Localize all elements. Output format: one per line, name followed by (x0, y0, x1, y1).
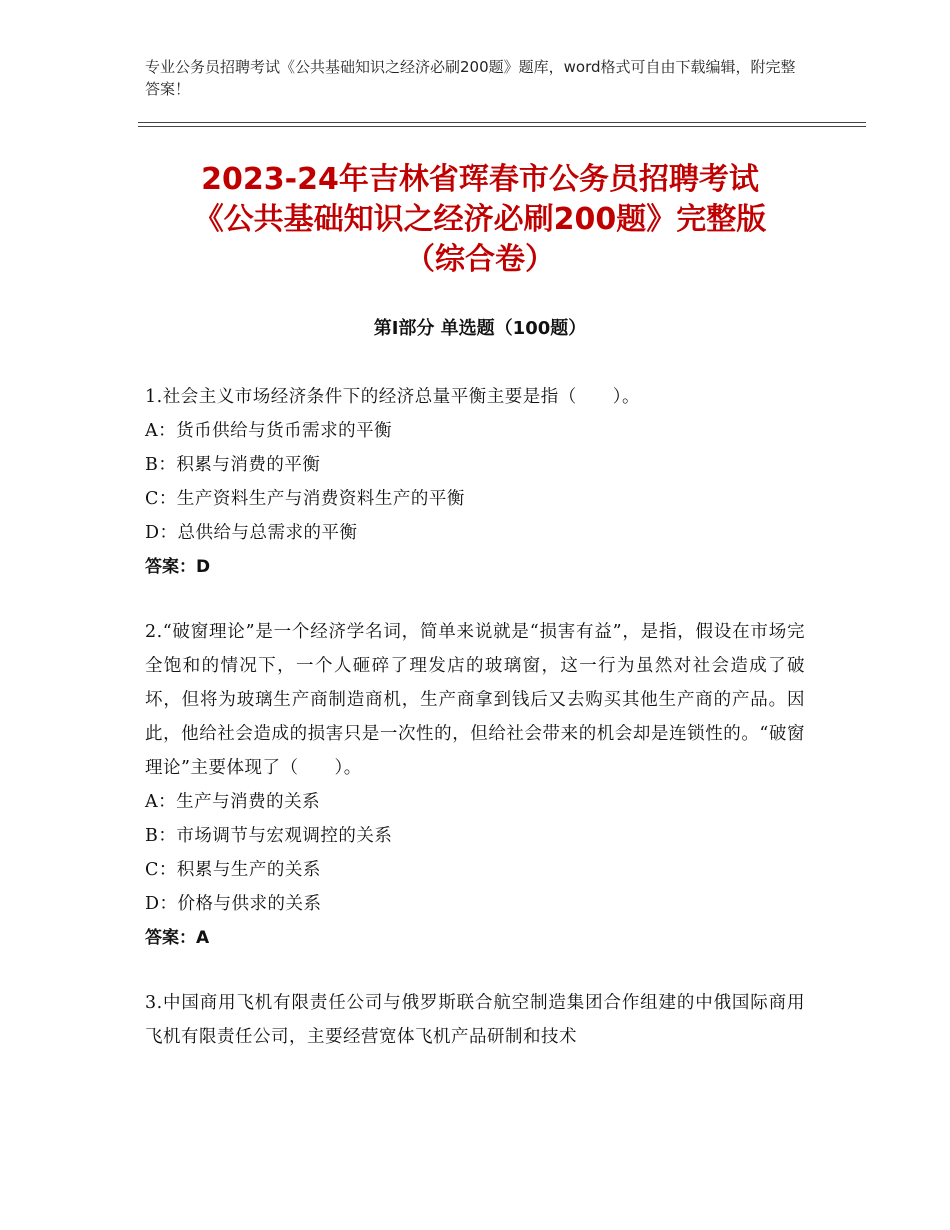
question-list (145, 380, 805, 1085)
option-d: D：价格与供求的关系 (145, 894, 322, 914)
document-title (100, 160, 860, 280)
title-line-2: 《公共基础知识之经济必刷200题》完整版 (193, 202, 767, 237)
header-note: 专业公务员招聘考试《公共基础知识之经济必刷200题》题库，word格式可自由下载编辑，附完整答案！ (145, 58, 796, 98)
question-3 (145, 986, 805, 1054)
question-stem: 3.中国商用飞机有限责任公司与俄罗斯联合航空制造集团合作组建的中俄国际商用飞机有限责任公司，主要经营宽体飞机产品研制和技术 (145, 993, 805, 1047)
option-c: C：生产资料生产与消费资料生产的平衡 (145, 489, 465, 509)
question-stem: 2.“破窗理论”是一个经济学名词，简单来说就是“损害有益”，是指，假设在市场完全饱和的情况下，一个人砸碎了理发店的玻璃窗，这一行为虽然对社会造成了破坏，但将为玻璃生产商制造商机，生产商拿到钱后又去购买其他生产商的产品。因此，他给社会造成的损害只是一次性的，但给社会带来的机会却是连锁性的。“破窗理论”主要体现了（ ）。 (145, 622, 805, 778)
section-title: 第Ⅰ部分 单选题（100题） (373, 318, 587, 339)
option-d: D：总供给与总需求的平衡 (145, 523, 358, 543)
question-stem: 1.社会主义市场经济条件下的经济总量平衡主要是指（ ）。 (145, 387, 640, 407)
answer-text: 答案：D (145, 557, 211, 577)
option-b: B：积累与消费的平衡 (145, 455, 321, 475)
option-a: A：货币供给与货币需求的平衡 (145, 421, 393, 441)
title-line-3: （综合卷） (405, 242, 555, 277)
title-line-1: 2023-24年吉林省珲春市公务员招聘考试 (201, 162, 759, 197)
option-b: B：市场调节与宏观调控的关系 (145, 826, 393, 846)
option-a: A：生产与消费的关系 (145, 792, 321, 812)
option-c: C：积累与生产的关系 (145, 860, 321, 880)
question-1 (145, 380, 805, 584)
header-rule-top (138, 122, 866, 123)
header-rule-bottom (138, 126, 866, 127)
question-2 (145, 615, 805, 955)
answer-text: 答案：A (145, 928, 210, 948)
